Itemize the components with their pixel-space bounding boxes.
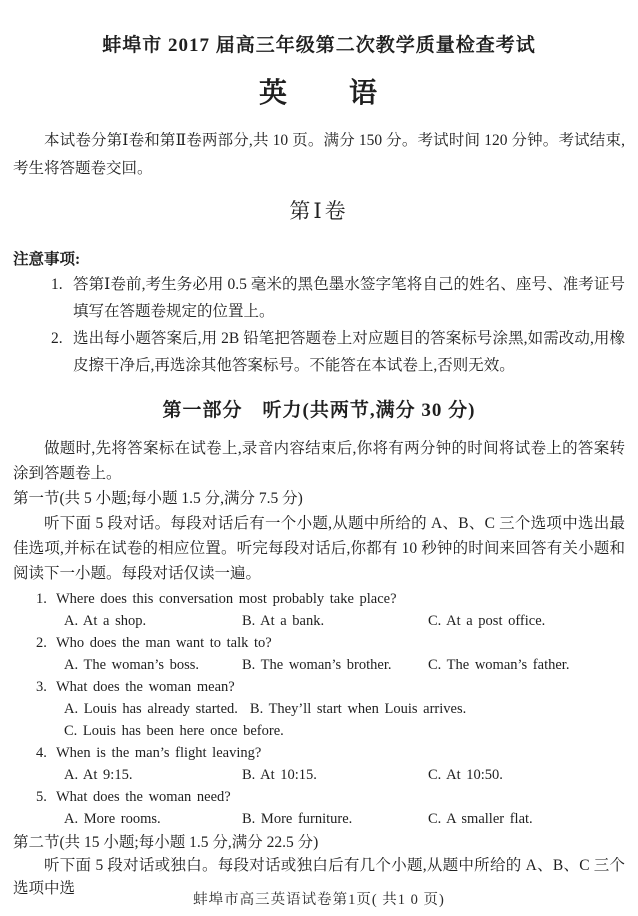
- part-a-header: 第一节(共 5 小题;每小题 1.5 分,满分 7.5 分): [13, 490, 303, 507]
- options-row: [13, 808, 625, 830]
- notice-text: 答第Ⅰ卷前,考生务必用 0.5 毫米的黑色墨水签字笔将自己的姓名、座号、准考证号填写在答题卷规定的位置上。: [73, 276, 625, 320]
- option: A. Louis has already started.: [64, 701, 238, 717]
- question-item: [13, 676, 625, 742]
- exam-intro: 本试卷分第Ⅰ卷和第Ⅱ卷两部分,共 10 页。满分 150 分。考试时间 120 分钟。考试结束,考生将答题卷交回。: [13, 132, 625, 177]
- question-line: [13, 742, 625, 764]
- options-row: [13, 698, 625, 742]
- question-item: [13, 588, 625, 632]
- question-item: [13, 742, 625, 786]
- option: B. At a bank.: [242, 613, 325, 629]
- part-a-instructions: 听下面 5 段对话。每段对话后有一个小题,从题中所给的 A、B、C 三个选项中选出最佳选项,并标在试卷的相应位置。听完每段对话后,你都有 10 秒钟的时间来回答有关小题和阅读下一小题。每段对话仅读一遍。: [13, 515, 625, 582]
- question-line: [13, 588, 625, 610]
- listening-section-heading: 第一部分 听力(共两节,满分 30 分): [162, 400, 476, 421]
- page-title: 蚌埠市 2017 届高三年级第二次教学质量检查考试: [102, 35, 536, 56]
- notice-number: 1.: [51, 276, 63, 293]
- question-text: What does the woman mean?: [56, 679, 235, 695]
- question-number: 3.: [36, 679, 47, 695]
- option: C. Louis has been here once before.: [64, 723, 284, 739]
- question-list: [13, 588, 625, 830]
- option: A. The woman’s boss.: [64, 657, 200, 673]
- subject-title: 英 语: [258, 78, 379, 109]
- option: B. At 10:15.: [242, 767, 317, 783]
- question-number: 5.: [36, 789, 47, 805]
- page-footer: 蚌埠市高三英语试卷第1页( 共1 0 页): [193, 892, 445, 908]
- question-line: [13, 632, 625, 654]
- question-number: 4.: [36, 745, 47, 761]
- options-row: [13, 610, 625, 632]
- option: A. More rooms.: [64, 811, 161, 827]
- question-number: 1.: [36, 591, 47, 607]
- question-text: Where does this conversation most probably take place?: [56, 591, 397, 607]
- question-text: Who does the man want to talk to?: [56, 635, 272, 651]
- options-row: [13, 764, 625, 786]
- option: A. At 9:15.: [64, 767, 133, 783]
- listening-intro: 做题时,先将答案标在试卷上,录音内容结束后,你将有两分钟的时间将试卷上的答案转涂到答题卷上。: [13, 440, 625, 482]
- option: C. The woman’s father.: [428, 657, 570, 673]
- question-line: [13, 676, 625, 698]
- notice-text: 选出每小题答案后,用 2B 铅笔把答题卷上对应题目的答案标号涂黑,如需改动,用橡皮擦干净后,再选涂其他答案标号。不能答在本试卷上,否则无效。: [73, 330, 625, 374]
- option: C. At a post office.: [428, 613, 546, 629]
- option: B. They’ll start when Louis arrives.: [249, 701, 467, 717]
- question-item: [13, 786, 625, 830]
- volume-heading: 第Ⅰ卷: [289, 199, 349, 223]
- option: C. At 10:50.: [428, 767, 503, 783]
- notice-list: [13, 271, 625, 379]
- options-pair-row: [64, 698, 625, 720]
- part-b-header: 第二节(共 15 小题;每小题 1.5 分,满分 22.5 分): [13, 834, 319, 851]
- question-number: 2.: [36, 635, 47, 651]
- question-line: [13, 786, 625, 808]
- notice-number: 2.: [51, 330, 63, 347]
- options-row: [13, 654, 625, 676]
- notice-item: [13, 271, 625, 325]
- options-single-row: [64, 720, 625, 742]
- question-text: When is the man’s flight leaving?: [56, 745, 262, 761]
- option: B. More furniture.: [242, 811, 353, 827]
- question-item: [13, 632, 625, 676]
- option: C. A smaller flat.: [428, 811, 533, 827]
- option: B. The woman’s brother.: [242, 657, 392, 673]
- option: A. At a shop.: [64, 613, 147, 629]
- notice-item: [13, 325, 625, 379]
- notice-heading: 注意事项:: [13, 251, 81, 268]
- part-b-instructions: 听下面 5 段对话或独白。每段对话或独白后有几个小题,从题中所给的 A、B、C 三个选项中选: [13, 857, 625, 897]
- question-text: What does the woman need?: [56, 789, 231, 805]
